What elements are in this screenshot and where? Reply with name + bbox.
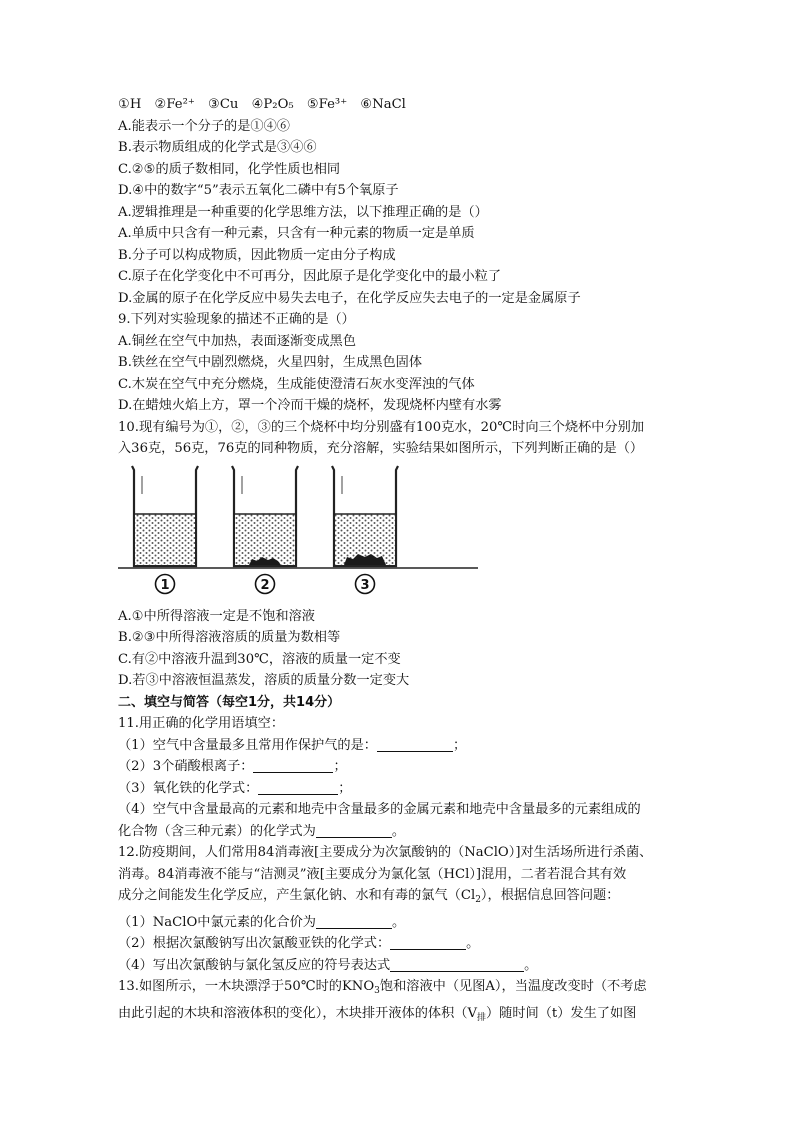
answer-blank[interactable] <box>258 780 338 795</box>
subscript: 排 <box>476 1012 486 1023</box>
beakers-svg <box>118 464 478 600</box>
period: 。 <box>524 957 538 973</box>
q12-part4-text: （4）写出次氯酸钠与氯化氢反应的符号表达式 <box>118 957 391 973</box>
q7-items: ①H ②Fe²⁺ ③Cu ④P₂O₅ ⑤Fe³⁺ ⑥NaCl <box>118 97 406 112</box>
q7-option-b: B.表示物质组成的化学式是③④⑥ <box>118 140 317 155</box>
semicolon: ； <box>333 759 347 774</box>
svg-text:2: 2 <box>260 577 270 593</box>
q10-option-b: B.②③中所得溶液溶质的质量为数相等 <box>118 630 341 645</box>
q12-part1 <box>118 912 698 934</box>
semicolon: ； <box>452 737 467 753</box>
q11-part1-text: （1）空气中含量最多且常用作保护气的是： <box>118 737 377 753</box>
beaker-2 <box>232 466 298 566</box>
beaker-label-3 <box>356 574 375 593</box>
q12-part1-text: （1）NaClO中氯元素的化合价为 <box>118 914 316 930</box>
q10-option-a: A.①中所得溶液一定是不饱和溶液 <box>118 608 315 624</box>
q13-line1-tail: 饱和溶液中（见图A），当温度改变时（不考虑 <box>379 979 647 994</box>
q11-part4-line2 <box>118 821 698 843</box>
q8-option-b: B.分子可以构成物质，因此物质一定由分子构成 <box>118 247 396 263</box>
beaker-label-2 <box>256 574 275 593</box>
q11-part3-text: （3）氧化铁的化学式： <box>118 780 259 796</box>
q10-stem-line1: 10.现有编号为①，②，③的三个烧杯中均分别盛有100克水，20℃时向三个烧杯中分别加 <box>118 419 645 435</box>
answer-blank[interactable] <box>316 823 392 838</box>
q11-part3 <box>118 778 698 800</box>
beaker-3 <box>332 466 398 566</box>
q11-part4-line1: （4）空气中含量最高的元素和地壳中含量最多的金属元素和地壳中含量最多的元素组成的 <box>118 802 641 817</box>
section-2-title: 二、填空与简答（每空1分，共14分） <box>118 694 341 710</box>
q9-option-c: C.木炭在空气中充分燃烧，生成能使澄清石灰水变浑浊的气体 <box>118 376 475 392</box>
q8-option-c: C.原子在化学变化中不可再分，因此原子是化学变化中的最小粒了 <box>118 269 502 284</box>
answer-blank[interactable] <box>316 914 392 929</box>
q10-option-c: C.有②中溶液升温到30℃，溶液的质量一定不变 <box>118 651 401 667</box>
q12-line3-text: 成分之间能发生化学反应，产生氯化钠、水和有毒的氯气（Cl <box>118 888 476 903</box>
q13-line2 <box>118 1003 698 1030</box>
period: 。 <box>466 936 480 951</box>
q11-part1 <box>118 735 698 757</box>
beaker-1 <box>132 466 198 566</box>
solution-2 <box>235 514 295 565</box>
q9-stem: 9.下列对实验现象的描述不正确的是（） <box>118 312 355 327</box>
answer-blank[interactable] <box>390 957 524 972</box>
period: 。 <box>391 823 405 839</box>
q10-option-d: D.若③中溶液恒温蒸发，溶质的质量分数一定变大 <box>118 673 410 688</box>
document-page <box>118 94 698 1029</box>
q11-part4-text: 化合物（含三种元素）的化学式为 <box>118 823 316 839</box>
q9-option-a: A.铜丝在空气中加热，表面逐渐变成黑色 <box>118 333 356 349</box>
semicolon: ； <box>338 780 352 796</box>
subscript: 2 <box>475 895 481 905</box>
q12-line2: 消毒。84消毒液不能与“洁测灵”液[主要成分为氯化氢（HCl）]混用，二者若混合其有效 <box>118 866 627 882</box>
svg-text:1: 1 <box>160 577 170 593</box>
q8-option-a: A.单质中只含有一种元素，只含有一种元素的物质一定是单质 <box>118 226 475 241</box>
answer-blank[interactable] <box>253 758 333 773</box>
q7-option-c: C.②⑤的质子数相同，化学性质也相同 <box>118 161 341 177</box>
q12-line1: 12.防疫期间，人们常用84消毒液[主要成分为次氯酸钠的（NaClO）]对生活场所进行杀菌、 <box>118 845 653 860</box>
q12-part4 <box>118 955 698 977</box>
q13-line1 <box>118 976 698 1003</box>
answer-blank[interactable] <box>377 737 453 752</box>
q8-option-d: D.金属的原子在化学反应中易失去电子，在化学反应失去电子的一定是金属原子 <box>118 290 581 306</box>
svg-text:3: 3 <box>360 577 370 593</box>
q12-part2-text: （2）根据次氯酸钠写出次氯酸亚铁的化学式： <box>118 936 391 951</box>
q9-option-d: D.在蜡烛火焰上方，罩一个冷而干燥的烧杯，发现烧杯内壁有水雾 <box>118 398 502 413</box>
answer-blank[interactable] <box>390 935 466 950</box>
q12-part2 <box>118 933 698 955</box>
q7-option-d: D.④中的数字“5”表示五氧化二磷中有5个氧原子 <box>118 183 399 198</box>
q12-line3-tail: ），根据信息回答问题： <box>480 888 620 903</box>
q11-part2 <box>118 756 698 778</box>
q8-stem: A.逻辑推理是一种重要的化学思维方法，以下推理正确的是（） <box>118 204 488 220</box>
q9-option-b: B.铁丝在空气中剧烈燃烧，火星四射，生成黑色固体 <box>118 355 423 370</box>
period: 。 <box>391 914 406 930</box>
q13-line2-text: 由此引起的木块和溶液体积的变化），木块排开液体的体积（V <box>118 1005 477 1021</box>
q11-part2-text: （2）3个硝酸根离子： <box>118 759 254 774</box>
subscript: 3 <box>374 986 380 996</box>
q10-stem-line2: 入36克，56克，76克的同种物质，充分溶解，实验结果如图所示，下列判断正确的是（） <box>118 441 644 456</box>
q11-stem: 11.用正确的化学用语填空： <box>118 716 285 731</box>
solution-1 <box>135 514 195 565</box>
beakers-figure <box>118 464 698 600</box>
q12-line3 <box>118 885 698 912</box>
q13-line2-tail: ）随时间（t）发生了如图 <box>486 1005 637 1021</box>
q7-option-a: A.能表示一个分子的是①④⑥ <box>118 118 290 134</box>
beaker-label-1 <box>156 574 175 593</box>
q13-line1-text: 13.如图所示，一木块漂浮于50℃时的KNO <box>118 979 375 994</box>
